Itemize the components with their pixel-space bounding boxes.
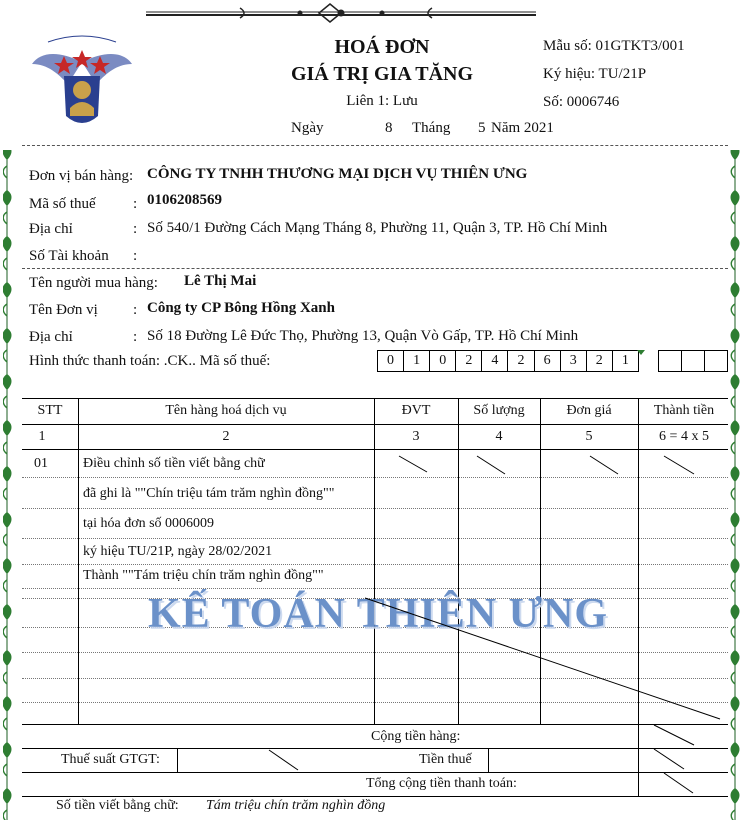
tax-digit: 3 bbox=[561, 351, 587, 371]
tax-digit: 0 bbox=[430, 351, 456, 371]
empty-slash bbox=[399, 456, 427, 472]
month-label: Tháng bbox=[412, 120, 451, 136]
tax-digit: 0 bbox=[378, 351, 404, 371]
seller-account-colon: : bbox=[133, 248, 138, 264]
col-number: 6 = 4 x 5 bbox=[659, 429, 709, 444]
tax-digit: 2 bbox=[587, 351, 613, 371]
cancel-diagonal bbox=[365, 598, 720, 719]
seller-address-value: Số 540/1 Đường Cách Mạng Tháng 8, Phường 11, Quận 3, TP. Hồ Chí Minh bbox=[147, 220, 608, 236]
item-line: Thành ""Tám triệu chín trăm nghìn đồng"" bbox=[83, 568, 324, 583]
item-line: đã ghi là ""Chín triệu tám trăm nghìn đồng"" bbox=[83, 486, 335, 501]
invoice-title: HOÁ ĐƠN bbox=[334, 36, 430, 58]
buyer-address-label: Địa chỉ bbox=[29, 329, 73, 345]
watermark-text: KẾ TOÁN THIÊN ƯNG bbox=[148, 591, 609, 637]
seller-unit-value: CÔNG TY TNHH THƯƠNG MẠI DỊCH VỤ THIÊN ƯNG bbox=[147, 166, 528, 182]
col-header-price: Đơn giá bbox=[566, 403, 612, 418]
item-line: tại hóa đơn số 0006009 bbox=[83, 516, 215, 531]
tax-digit: 4 bbox=[482, 351, 508, 371]
tax-digit: 2 bbox=[508, 351, 534, 371]
tax-digit: 6 bbox=[535, 351, 561, 371]
item-line: Điều chỉnh số tiền viết bằng chữ bbox=[83, 456, 265, 471]
seller-address-label: Địa chỉ bbox=[29, 221, 73, 237]
col-number: 5 bbox=[585, 429, 593, 444]
col-header-qty: Số lượng bbox=[473, 403, 525, 418]
buyer-unit-value: Công ty CP Bông Hồng Xanh bbox=[147, 300, 335, 316]
buyer-address-value: Số 18 Đường Lê Đức Thọ, Phường 13, Quận Vò Gấp, TP. Hồ Chí Minh bbox=[147, 328, 579, 344]
col-number: 3 bbox=[412, 429, 420, 444]
seller-unit-label: Đơn vị bán hàng: bbox=[29, 168, 134, 184]
col-header-stt: STT bbox=[37, 403, 63, 418]
empty-slash bbox=[664, 456, 694, 474]
empty-slash bbox=[664, 773, 693, 793]
date-label: Ngày bbox=[291, 120, 324, 136]
buyer-unit-label: Tên Đơn vị bbox=[29, 302, 98, 318]
seller-account-label: Số Tài khoản bbox=[29, 248, 109, 264]
tax-digit: 1 bbox=[404, 351, 430, 371]
day-value: 8 bbox=[385, 120, 393, 136]
in-words-label: Số tiền viết bằng chữ: bbox=[56, 798, 179, 813]
vat-amount-label: Tiền thuế bbox=[419, 752, 472, 767]
empty-slash bbox=[269, 750, 298, 770]
seller-tax-label: Mã số thuế bbox=[29, 196, 96, 212]
col-number: 2 bbox=[222, 429, 230, 444]
empty-slash bbox=[590, 456, 618, 474]
col-header-name: Tên hàng hoá dịch vụ bbox=[165, 403, 287, 418]
empty-slash bbox=[654, 749, 684, 769]
buyer-name-value: Lê Thị Mai bbox=[184, 273, 257, 289]
col-header-amount: Thành tiền bbox=[653, 403, 715, 418]
invoice-symbol: Ký hiệu: TU/21P bbox=[543, 66, 647, 82]
empty-slash bbox=[654, 725, 694, 745]
grand-total-label: Tổng cộng tiền thanh toán: bbox=[366, 776, 517, 791]
invoice-subtitle: GIÁ TRỊ GIA TĂNG bbox=[290, 63, 474, 85]
buyer-unit-colon: : bbox=[133, 302, 138, 318]
vat-rate-label: Thuế suất GTGT: bbox=[61, 752, 160, 767]
month-value: 5 bbox=[478, 120, 486, 136]
seller-address-colon: : bbox=[133, 221, 138, 237]
invoice-serial: Số: 0006746 bbox=[543, 94, 620, 110]
copy-label: Liên 1: Lưu bbox=[346, 93, 418, 109]
buyer-name-label: Tên người mua hàng: bbox=[29, 275, 158, 291]
row-number: 01 bbox=[34, 456, 48, 471]
seller-tax-colon: : bbox=[133, 196, 138, 212]
item-line: ký hiệu TU/21P, ngày 28/02/2021 bbox=[83, 544, 273, 559]
tax-digit: 2 bbox=[456, 351, 482, 371]
buyer-address-colon: : bbox=[133, 329, 138, 345]
seller-tax-value: 0106208569 bbox=[147, 192, 222, 208]
payment-method-label: Hình thức thanh toán: .CK.. Mã số thuế: bbox=[29, 353, 271, 369]
year-label: Năm 2021 bbox=[491, 120, 554, 136]
subtotal-label: Cộng tiền hàng: bbox=[371, 729, 461, 744]
tax-digit: 1 bbox=[621, 353, 629, 368]
col-number: 1 bbox=[38, 429, 46, 444]
form-number: Mẫu số: 01GTKT3/001 bbox=[543, 38, 685, 54]
cell-marker bbox=[637, 350, 645, 355]
col-number: 4 bbox=[495, 429, 503, 444]
empty-slash bbox=[477, 456, 505, 474]
in-words-value: Tám triệu chín trăm nghìn đồng bbox=[206, 798, 386, 813]
col-header-unit: ĐVT bbox=[401, 403, 431, 418]
